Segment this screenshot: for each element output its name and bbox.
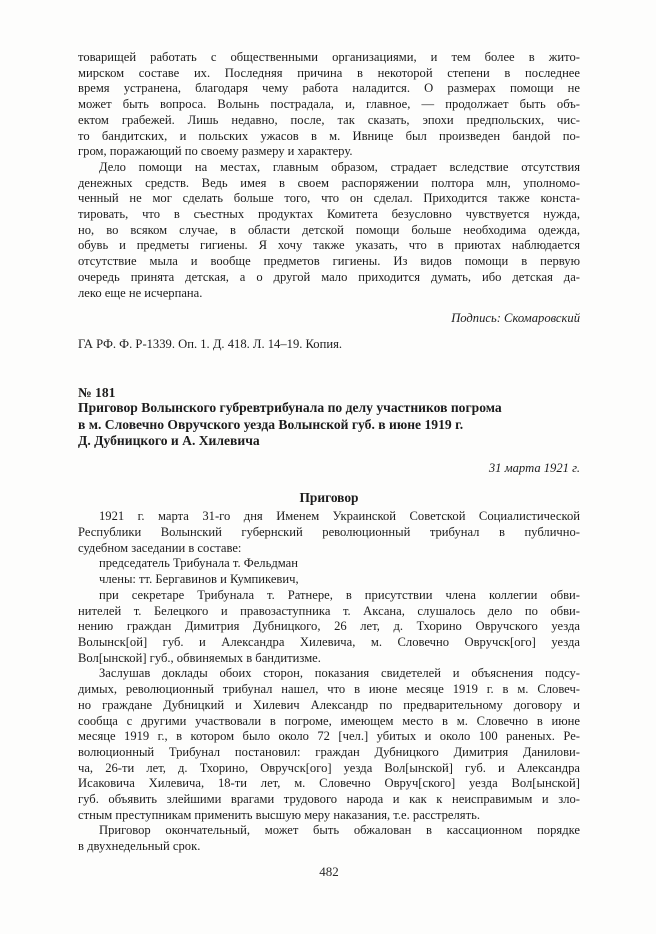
text-line: 1921 г. марта 31-го дня Именем Украинской Советской Социалистической xyxy=(99,509,580,524)
text-line: ектом грабежей. Лишь недавно, после, так сказать, эпохи предпольских, чис- xyxy=(78,112,580,127)
text-line: димых, революционный трибунал нашел, что в июне месяце 1919 г. в м. Словеч- xyxy=(78,682,580,697)
text-line: при секретаре Трибунала т. Ратнере, в присутствии члена коллегии обви- xyxy=(99,587,580,602)
text-line: волюционный Трибунал постановил: граждан Дубницкого Димитрия Данилови- xyxy=(78,744,580,759)
text-line: месяце 1919 г., в котором было около 72 [чел.] убитых и около 100 раненых. Ре- xyxy=(78,729,580,744)
page-number: 482 xyxy=(319,863,339,879)
text-line: мирском составе их. Последняя причина в некоторой степени в последнее xyxy=(78,65,580,80)
text-line: председатель Трибунала т. Фельдман xyxy=(99,556,298,571)
verdict-paragraph xyxy=(78,666,580,823)
text-line: товарищей работать с общественными организациями, и тем более в жито- xyxy=(78,50,580,64)
document-date: 31 марта 1921 г. xyxy=(488,460,580,475)
text-line: губ. объявить злейшими врагами трудового народа и как к неисправимым и зло- xyxy=(78,792,580,807)
hearing-paragraph xyxy=(78,588,580,667)
text-line: тировать, что в съестных продуктах Комитета безусловно чувствуется нужда, xyxy=(78,207,580,222)
text-line: в двухнедельный срок. xyxy=(78,839,201,854)
final-paragraph xyxy=(78,823,580,854)
text-line: Республики Волынский губернский революционный трибунал в публично- xyxy=(78,525,580,540)
text-line: то бандитских, и польских ужасов в м. Ивнице был произведен бандой по- xyxy=(78,128,580,143)
text-line: нителей т. Белецкого и правозаступника т. Аксана, слушалось дело по обви- xyxy=(78,603,580,618)
text-line: может быть вопроса. Волынь пострадала, и, главное, — продолжает быть объ- xyxy=(78,97,580,112)
text-line: гром, поражающий по своему размеру и характеру. xyxy=(78,144,353,159)
text-line: нению граждан Димитрия Дубницкого, 26 лет, д. Тхорино Овручского уезда xyxy=(78,619,580,634)
text-line: Заслушав доклады обоих сторон, показания свидетелей и объяснения подсу- xyxy=(99,666,580,681)
text-line: Д. Дубницкого и А. Хилевича xyxy=(78,432,260,448)
text-line: Вол[ынской] губ., обвиняемых в бандитизме. xyxy=(78,650,321,665)
tribunal-composition-lines xyxy=(78,556,580,587)
text-line: Приговор Волынского губревтрибунала по делу участников погрома xyxy=(78,400,502,416)
text-line: стным преступникам применить высшую меру наказания, т.е. расстрелять. xyxy=(78,807,480,822)
text-line: время устранена, благодаря чему работа наладится. О размерах помощи не xyxy=(78,81,580,96)
text-line: члены: тт. Бергавинов и Кумпикевич, xyxy=(99,572,299,587)
text-line: но, во всяком случае, в области детской помощи больше необходима одежда, xyxy=(78,222,580,237)
prev-doc-paragraph-continuation xyxy=(78,50,580,160)
text-line: обувь и предметы гигиены. Я хочу также указать, что в приютах наблюдается xyxy=(78,238,580,253)
text-line: Дело помощи на местах, главным образом, страдает вследствие отсутствия xyxy=(99,159,580,174)
verdict-heading: Приговор xyxy=(299,489,359,505)
text-line: Исаковича Хилевича, 18-ти лет, м. Словечно Овруч[ского] уезда Вол[ынской] xyxy=(78,776,580,791)
verdict-intro-paragraph xyxy=(78,509,580,556)
text-line: леко еще не исчерпана. xyxy=(78,285,203,300)
text-line: ча, 26-ти лет, д. Тхорино, Овручск[ого] уезда Вол[ынской] губ. и Александра xyxy=(78,760,580,775)
prev-doc-paragraph-aid xyxy=(78,160,580,301)
text-line: Волынск[ой] губ. и Александра Хилевича, м. Словечно Овручск[ого] уезда xyxy=(78,635,580,649)
text-line: в м. Словечно Овручского уезда Волынской губ. в июне 1919 г. xyxy=(78,416,464,432)
text-line: сообща с другими участвовали в погроме, имеющем место в м. Словечно в июне xyxy=(78,713,580,728)
archive-reference: ГА РФ. Ф. Р-1339. Оп. 1. Д. 418. Л. 14–19. Копия. xyxy=(78,336,343,351)
text-line: очередь принята детская, а о другой мало приходится думать, ибо детская да- xyxy=(78,269,580,284)
text-line: отсутствие мыла и вообще предметов гигиены. Из видов помощи в первую xyxy=(78,254,580,269)
document-number: № 181 xyxy=(78,384,116,400)
text-line: Приговор окончательный, может быть обжалован в кассационном порядке xyxy=(99,823,580,838)
text-line: но граждане Дубницкий и Хилевич Александр по предварительному договору и xyxy=(78,697,580,712)
text-line: ченный не мог сделать больше того, что он сделал. Приходится также конста- xyxy=(78,191,580,206)
text-line: судебном заседании в составе: xyxy=(78,540,242,555)
signature-line: Подпись: Скомаровский xyxy=(451,311,580,326)
document-title xyxy=(78,400,580,449)
text-line: денежных средств. Ведь имея в своем распоряжении полтора млн, уполномо- xyxy=(78,175,580,190)
